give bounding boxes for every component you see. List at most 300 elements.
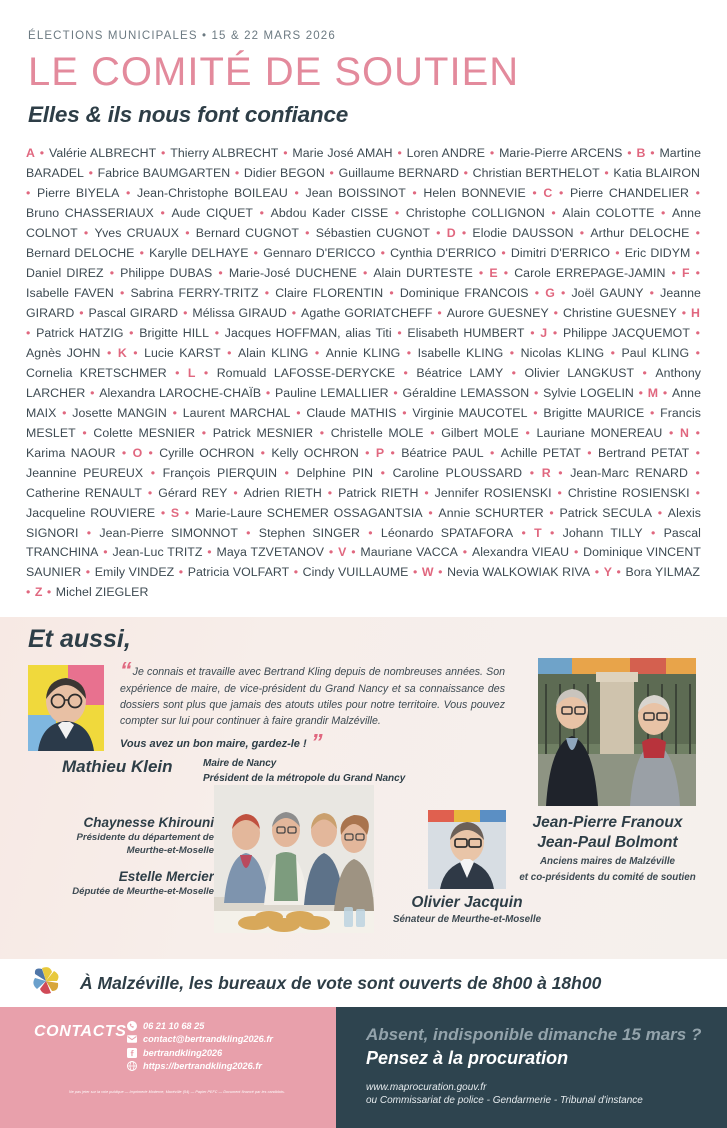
name-separator: •	[519, 425, 536, 440]
quote-highlight: Vous avez un bon maire, gardez-le !	[120, 737, 307, 750]
supporter-name: Didier BEGON	[243, 165, 325, 180]
supporter-name: Alexandra LAROCHE-CHAÏB	[99, 385, 262, 400]
supporter-name: Emily VINDEZ	[94, 565, 175, 580]
legal-mention: Ne pas jeter sur la voie publique — Imprimerie Moderne, Maxéville (54) — Papier PEFC — Document financé par les candidats.	[69, 1090, 285, 1095]
name-separator: •	[35, 145, 48, 160]
name-separator: •	[392, 325, 407, 340]
supporter-name: Annie KLING	[325, 345, 401, 360]
contacts-section	[0, 1007, 336, 1128]
name-separator: •	[406, 185, 423, 200]
name-separator: •	[611, 245, 624, 260]
supporter-name: Bruno CHASSERIAUX	[26, 205, 154, 220]
name-separator: •	[299, 225, 315, 240]
group-photo	[214, 785, 374, 933]
name-separator: •	[359, 445, 375, 460]
name-separator: •	[690, 445, 700, 460]
name-separator: •	[396, 365, 416, 380]
name-separator: •	[78, 225, 94, 240]
name-separator: •	[127, 345, 144, 360]
supporter-name: Elisabeth HUMBERT	[407, 325, 525, 340]
facebook-icon	[126, 1047, 137, 1058]
name-separator: •	[325, 545, 338, 560]
name-separator: •	[57, 405, 72, 420]
page-title: LE COMITÉ DE SOUTIEN	[28, 50, 520, 94]
letter-heading-r: R	[541, 465, 551, 480]
name-separator: •	[104, 265, 120, 280]
name-separator: •	[600, 165, 613, 180]
globe-icon	[126, 1061, 137, 1072]
email-icon	[126, 1034, 137, 1045]
name-separator: •	[497, 245, 510, 260]
name-separator: •	[210, 325, 224, 340]
supporter-name: Philippe DUBAS	[120, 265, 213, 280]
name-separator: •	[423, 505, 438, 520]
supporter-name: Pascal TRANCHINA	[26, 525, 701, 560]
name-separator: •	[634, 385, 647, 400]
supporter-name: Patricia VOLFART	[187, 565, 290, 580]
supporter-name: Jeannine PEUREUX	[26, 465, 144, 480]
name-separator: •	[652, 505, 667, 520]
franoux-bolmont-photo	[538, 658, 696, 806]
name-separator: •	[114, 285, 130, 300]
name-separator: •	[526, 185, 543, 200]
letter-heading-h: H	[691, 305, 700, 320]
name-separator: •	[646, 145, 659, 160]
name-separator: •	[278, 465, 296, 480]
supporter-name: Sébastien CUGNOT	[315, 225, 430, 240]
supporter-name: Elodie DAUSSON	[472, 225, 574, 240]
name-separator: •	[231, 165, 243, 180]
letter-heading-y: Y	[603, 565, 612, 580]
name-separator: •	[555, 285, 571, 300]
name-separator: •	[357, 265, 373, 280]
supporter-name: Claude MATHIS	[306, 405, 397, 420]
supporter-name: Marie-Pierre ARCENS	[499, 145, 623, 160]
name-separator: •	[552, 485, 567, 500]
name-separator: •	[498, 265, 514, 280]
contact-value: bertrandkling2026	[143, 1047, 223, 1058]
supporter-name: Johann TILLY	[562, 525, 643, 540]
supporter-name: Thierry ALBRECHT	[170, 145, 279, 160]
page-subtitle: Elles & ils nous font confiance	[28, 101, 349, 127]
supporter-name: Patrick HATZIG	[36, 325, 124, 340]
supporter-name: Patrick RIETH	[338, 485, 419, 500]
supporter-name: Sabrina FERRY-TRITZ	[130, 285, 259, 300]
name-separator: •	[689, 425, 700, 440]
supporter-name: Caroline PLOUSSARD	[392, 465, 523, 480]
name-separator: •	[196, 365, 216, 380]
supporter-name: Loren ANDRE	[406, 145, 486, 160]
name-separator: •	[419, 485, 434, 500]
letter-heading-g: G	[545, 285, 555, 300]
procuration-answer: Pensez à la procuration	[366, 1048, 569, 1069]
supporter-name: Jacqueline ROUVIERE	[26, 505, 156, 520]
supporter-name: Alain KLING	[238, 345, 309, 360]
name-separator: •	[530, 385, 543, 400]
supporter-name: Alexandra VIEAU	[471, 545, 570, 560]
supporter-name: Kelly OCHRON	[271, 445, 359, 460]
supporter-name: Virginie MAUCOTEL	[412, 405, 528, 420]
name-separator: •	[347, 545, 360, 560]
name-separator: •	[643, 525, 663, 540]
name-separator: •	[663, 425, 679, 440]
supporter-name: Laurent MARCHAL	[182, 405, 291, 420]
supporter-name: Pierre BIYELA	[37, 185, 120, 200]
supporter-name: Jean-Luc TRITZ	[112, 545, 203, 560]
name-separator: •	[677, 305, 690, 320]
endorsements-panel	[0, 617, 727, 959]
khirouni-role-line1: Présidente du département de	[76, 832, 214, 844]
name-separator: •	[99, 545, 112, 560]
name-separator: •	[484, 445, 500, 460]
name-separator: •	[644, 285, 660, 300]
supporter-name: Dominique VINCENT SAUNIER	[26, 545, 701, 580]
contact-value: 06 21 10 68 25	[143, 1020, 205, 1031]
name-separator: •	[612, 565, 625, 580]
name-separator: •	[393, 145, 406, 160]
olivier-jacquin-photo	[428, 810, 506, 889]
name-separator: •	[376, 245, 390, 260]
supporter-name: Pascal GIRARD	[88, 305, 179, 320]
name-separator: •	[249, 245, 263, 260]
supporter-name: Sylvie LOGELIN	[543, 385, 634, 400]
supporter-name: Maya TZVETANOV	[216, 545, 325, 560]
supporter-name: Bertrand PETAT	[597, 445, 690, 460]
supporter-name: Pierre CHANDELIER	[570, 185, 689, 200]
name-separator: •	[26, 325, 36, 340]
supporter-name: Patrick SECULA	[559, 505, 652, 520]
name-separator: •	[544, 505, 559, 520]
franoux-role-line1: Anciens maires de Malzéville	[539, 855, 676, 867]
supporter-name: Agathe GORIATCHEFF	[301, 305, 433, 320]
name-separator: •	[179, 305, 192, 320]
name-separator: •	[101, 345, 117, 360]
name-separator: •	[529, 285, 545, 300]
name-separator: •	[322, 485, 338, 500]
name-separator: •	[690, 265, 700, 280]
name-separator: •	[385, 445, 401, 460]
endorser-mercier	[28, 869, 214, 899]
name-separator: •	[135, 245, 149, 260]
vote-info-bar	[0, 959, 727, 1007]
supporter-name: Mauriane VACCA	[360, 545, 458, 560]
supporter-name: Bernard CUGNOT	[195, 225, 299, 240]
name-separator: •	[528, 405, 543, 420]
klein-quote	[120, 657, 505, 755]
supporter-name: Delphine PIN	[296, 465, 374, 480]
name-separator: •	[397, 405, 412, 420]
supporter-name: Nevia WALKOWIAK RIVA	[447, 565, 591, 580]
name-separator: •	[84, 165, 97, 180]
supporter-name: Catherine RENAULT	[26, 485, 142, 500]
name-separator: •	[325, 165, 338, 180]
name-separator: •	[486, 145, 499, 160]
quote-open-mark: “	[120, 657, 130, 684]
supporter-name: Josette MANGIN	[72, 405, 167, 420]
endorser-jacquin	[360, 894, 574, 925]
name-separator: •	[75, 305, 88, 320]
letter-heading-s: S	[170, 505, 180, 520]
name-separator: •	[542, 525, 562, 540]
franoux-name: Jean-Pierre Franoux	[532, 814, 683, 832]
supporters-list	[26, 144, 701, 604]
jacquin-role: Sénateur de Meurthe-et-Moselle	[392, 914, 542, 926]
malzeville-logo	[30, 965, 62, 1002]
name-separator: •	[434, 565, 447, 580]
name-separator: •	[690, 225, 700, 240]
supporter-name: Anthony LARCHER	[26, 365, 701, 400]
letter-heading-o: O	[132, 445, 143, 460]
khirouni-name: Chaynesse Khirouni	[83, 815, 214, 831]
supporter-name: Géraldine LEMASSON	[402, 385, 530, 400]
name-separator: •	[459, 165, 472, 180]
supporter-name: Adrien RIETH	[243, 485, 322, 500]
name-separator: •	[144, 465, 162, 480]
name-separator: •	[154, 205, 171, 220]
name-separator: •	[605, 345, 621, 360]
letter-heading-c: C	[543, 185, 553, 200]
supporter-name: Jean-Pierre SIMONNOT	[99, 525, 238, 540]
letter-heading-f: F	[681, 265, 690, 280]
khirouni-role-line2: Meurthe-et-Moselle	[126, 845, 214, 857]
supporter-name: Patrick MESNIER	[212, 425, 314, 440]
name-separator: •	[228, 485, 243, 500]
jacquin-name: Olivier Jacquin	[411, 894, 523, 912]
letter-heading-l: L	[187, 365, 196, 380]
election-kicker: ÉLECTIONS MUNICIPALES • 15 & 22 MARS 2026	[28, 30, 336, 42]
procuration-section	[336, 1007, 727, 1128]
klein-role-line2: Président de la métropole du Grand Nancy	[203, 772, 406, 784]
supporter-name: Jean BOISSINOT	[305, 185, 406, 200]
supporter-name: Annie SCHURTER	[438, 505, 544, 520]
name-separator: •	[690, 345, 700, 360]
name-separator: •	[255, 445, 271, 460]
name-separator: •	[180, 505, 194, 520]
franoux-role-line2: et co-présidents du comité de soutien	[519, 872, 696, 884]
supporter-name: Cynthia D'ERRICO	[390, 245, 497, 260]
supporter-name: Anne MAIX	[26, 385, 701, 420]
name-separator: •	[79, 525, 99, 540]
contacts-label: CONTACTS	[34, 1023, 127, 1041]
name-separator: •	[623, 145, 636, 160]
supporter-name: Katia BLAIRON	[613, 165, 700, 180]
name-separator: •	[290, 565, 302, 580]
letter-heading-p: P	[375, 445, 385, 460]
name-separator: •	[549, 305, 562, 320]
name-separator: •	[175, 565, 187, 580]
name-separator: •	[167, 365, 187, 380]
procuration-question: Absent, indisponible dimanche 15 mars ?	[366, 1025, 702, 1045]
name-separator: •	[124, 325, 139, 340]
name-separator: •	[581, 445, 597, 460]
name-separator: •	[374, 465, 392, 480]
supporter-name: Aurore GUESNEY	[446, 305, 549, 320]
supporter-name: Christelle MOLE	[330, 425, 424, 440]
supporter-name: Bora YILMAZ	[625, 565, 700, 580]
supporter-name: Paul KLING	[621, 345, 690, 360]
supporter-name: Isabelle KLING	[417, 345, 504, 360]
name-separator: •	[545, 205, 562, 220]
supporter-name: Béatrice LAMY	[416, 365, 504, 380]
klein-name: Mathieu Klein	[62, 757, 173, 777]
name-separator: •	[384, 285, 399, 300]
name-separator: •	[167, 405, 182, 420]
supporter-name: Jennifer ROSIENSKI	[434, 485, 552, 500]
name-separator: •	[645, 405, 660, 420]
name-separator: •	[143, 445, 159, 460]
supporter-name: Arthur DELOCHE	[590, 225, 690, 240]
name-separator: •	[291, 405, 306, 420]
supporter-name: Martine BARADEL	[26, 145, 701, 180]
footer	[0, 1007, 727, 1128]
name-separator: •	[666, 265, 681, 280]
quote-close-mark: ”	[311, 728, 321, 755]
supporter-name: Karylle DELHAYE	[149, 245, 249, 260]
supporter-name: Achille PETAT	[500, 445, 581, 460]
name-separator: •	[82, 565, 94, 580]
supporter-name: Gilbert MOLE	[441, 425, 519, 440]
name-separator: •	[287, 305, 301, 320]
supporter-name: Cindy VUILLAUME	[302, 565, 409, 580]
supporter-name: Brigitte MAURICE	[543, 405, 645, 420]
contact-row[interactable]	[126, 1047, 273, 1058]
mathieu-klein-photo	[28, 665, 104, 751]
klein-role	[203, 757, 405, 786]
name-separator: •	[659, 385, 671, 400]
name-separator: •	[196, 425, 212, 440]
letter-heading-z: Z	[34, 585, 43, 600]
supporter-name: Colette MESNIER	[93, 425, 196, 440]
name-separator: •	[456, 225, 472, 240]
letter-heading-v: V	[338, 545, 347, 560]
letter-heading-e: E	[489, 265, 498, 280]
supporter-name: Stephen SINGER	[258, 525, 361, 540]
supporter-name: Pauline LEMALLIER	[275, 385, 389, 400]
supporter-name: Marie José AMAH	[292, 145, 393, 160]
procuration-link[interactable]: www.maprocuration.gouv.fr	[366, 1082, 487, 1094]
supporter-name: Jean-Marc RENARD	[570, 465, 688, 480]
bolmont-name: Jean-Paul Bolmont	[537, 833, 678, 851]
supporter-name: Cyrille OCHRON	[159, 445, 255, 460]
name-separator: •	[309, 345, 325, 360]
name-separator: •	[43, 585, 55, 600]
supporter-name: Christophe COLLIGNON	[405, 205, 545, 220]
name-separator: •	[458, 545, 471, 560]
supporter-name: Lauriane MONEREAU	[536, 425, 663, 440]
supporter-name: Karima NAOUR	[26, 445, 116, 460]
supporter-name: Brigitte HILL	[139, 325, 210, 340]
letter-heading-j: J	[540, 325, 548, 340]
supporter-name: Philippe JACQUEMOT	[562, 325, 690, 340]
supporter-name: Béatrice PAUL	[401, 445, 484, 460]
name-separator: •	[655, 205, 671, 220]
supporter-name: Eric DIDYM	[624, 245, 691, 260]
supporter-name: Bernard DELOCHE	[26, 245, 135, 260]
name-separator: •	[361, 525, 380, 540]
supporter-name: Romuald LAFOSSE-DERYCKE	[216, 365, 396, 380]
letter-heading-d: D	[446, 225, 456, 240]
supporter-name: Jeanne GIRARD	[26, 285, 701, 320]
name-separator: •	[389, 385, 402, 400]
name-separator: •	[213, 265, 228, 280]
name-separator: •	[157, 145, 170, 160]
mercier-role: Députée de Meurthe-et-Moselle	[72, 886, 214, 898]
name-separator: •	[238, 525, 258, 540]
name-separator: •	[389, 205, 405, 220]
supporter-name: Gennaro D'ERICCO	[263, 245, 376, 260]
supporter-name: Alain DURTESTE	[373, 265, 473, 280]
supporter-name: Gérard REY	[158, 485, 228, 500]
contact-list	[126, 1020, 273, 1074]
supporter-name: Francis MESLET	[26, 405, 701, 440]
supporter-name: Marie-Laure SCHEMER OSSAGANTSIA	[195, 505, 423, 520]
supporter-name: Guillaume BERNARD	[338, 165, 459, 180]
contact-row[interactable]	[126, 1061, 273, 1072]
contact-row[interactable]	[126, 1020, 273, 1031]
supporter-name: Agnès JOHN	[26, 345, 101, 360]
supporter-name: Marie-José DUCHENE	[228, 265, 357, 280]
name-separator: •	[26, 585, 34, 600]
supporter-name: Léonardo SPATAFORA	[380, 525, 514, 540]
name-separator: •	[691, 245, 700, 260]
name-separator: •	[525, 325, 540, 340]
name-separator: •	[221, 345, 237, 360]
name-separator: •	[288, 185, 305, 200]
name-separator: •	[433, 305, 446, 320]
supporter-name: Fabrice BAUMGARTEN	[97, 165, 231, 180]
name-separator: •	[76, 425, 93, 440]
name-separator: •	[203, 545, 216, 560]
contact-row[interactable]	[126, 1034, 273, 1045]
name-separator: •	[259, 285, 275, 300]
letter-heading-k: K	[117, 345, 127, 360]
mercier-name: Estelle Mercier	[118, 869, 214, 885]
supporter-name: Nicolas KLING	[520, 345, 605, 360]
name-separator: •	[551, 465, 570, 480]
header	[0, 0, 727, 128]
name-separator: •	[180, 225, 195, 240]
contact-value: contact@bertrandkling2026.fr	[143, 1034, 273, 1045]
name-separator: •	[514, 525, 534, 540]
name-separator: •	[116, 445, 132, 460]
letter-heading-n: N	[680, 425, 689, 440]
endorser-franoux-bolmont	[500, 813, 715, 884]
supporter-name: Cornelia KRETSCHMER	[26, 365, 167, 380]
name-separator: •	[314, 425, 330, 440]
name-separator: •	[689, 185, 700, 200]
contact-value: https://bertrandkling2026.fr	[143, 1061, 262, 1072]
supporter-name: Christian BERTHELOT	[472, 165, 600, 180]
endorser-khirouni	[28, 815, 214, 858]
supporter-name: Helen BONNEVIE	[423, 185, 526, 200]
name-separator: •	[431, 225, 446, 240]
name-separator: •	[142, 485, 158, 500]
name-separator: •	[473, 265, 489, 280]
supporter-name: Jean-Christophe BOILEAU	[137, 185, 288, 200]
supporter-name: Joël GAUNY	[571, 285, 644, 300]
letter-heading-t: T	[534, 525, 542, 540]
letter-heading-m: M	[647, 385, 659, 400]
procuration-alt: ou Commissariat de police - Gendarmerie - Tribunal d'instance	[366, 1095, 643, 1107]
letter-heading-a: A	[26, 145, 35, 160]
name-separator: •	[504, 345, 520, 360]
name-separator: •	[254, 205, 270, 220]
name-separator: •	[424, 425, 441, 440]
klein-role-line1: Maire de Nancy	[203, 758, 277, 770]
et-aussi-title: Et aussi,	[28, 625, 131, 654]
supporter-name: Dominique FRANCOIS	[399, 285, 529, 300]
name-separator: •	[156, 505, 170, 520]
